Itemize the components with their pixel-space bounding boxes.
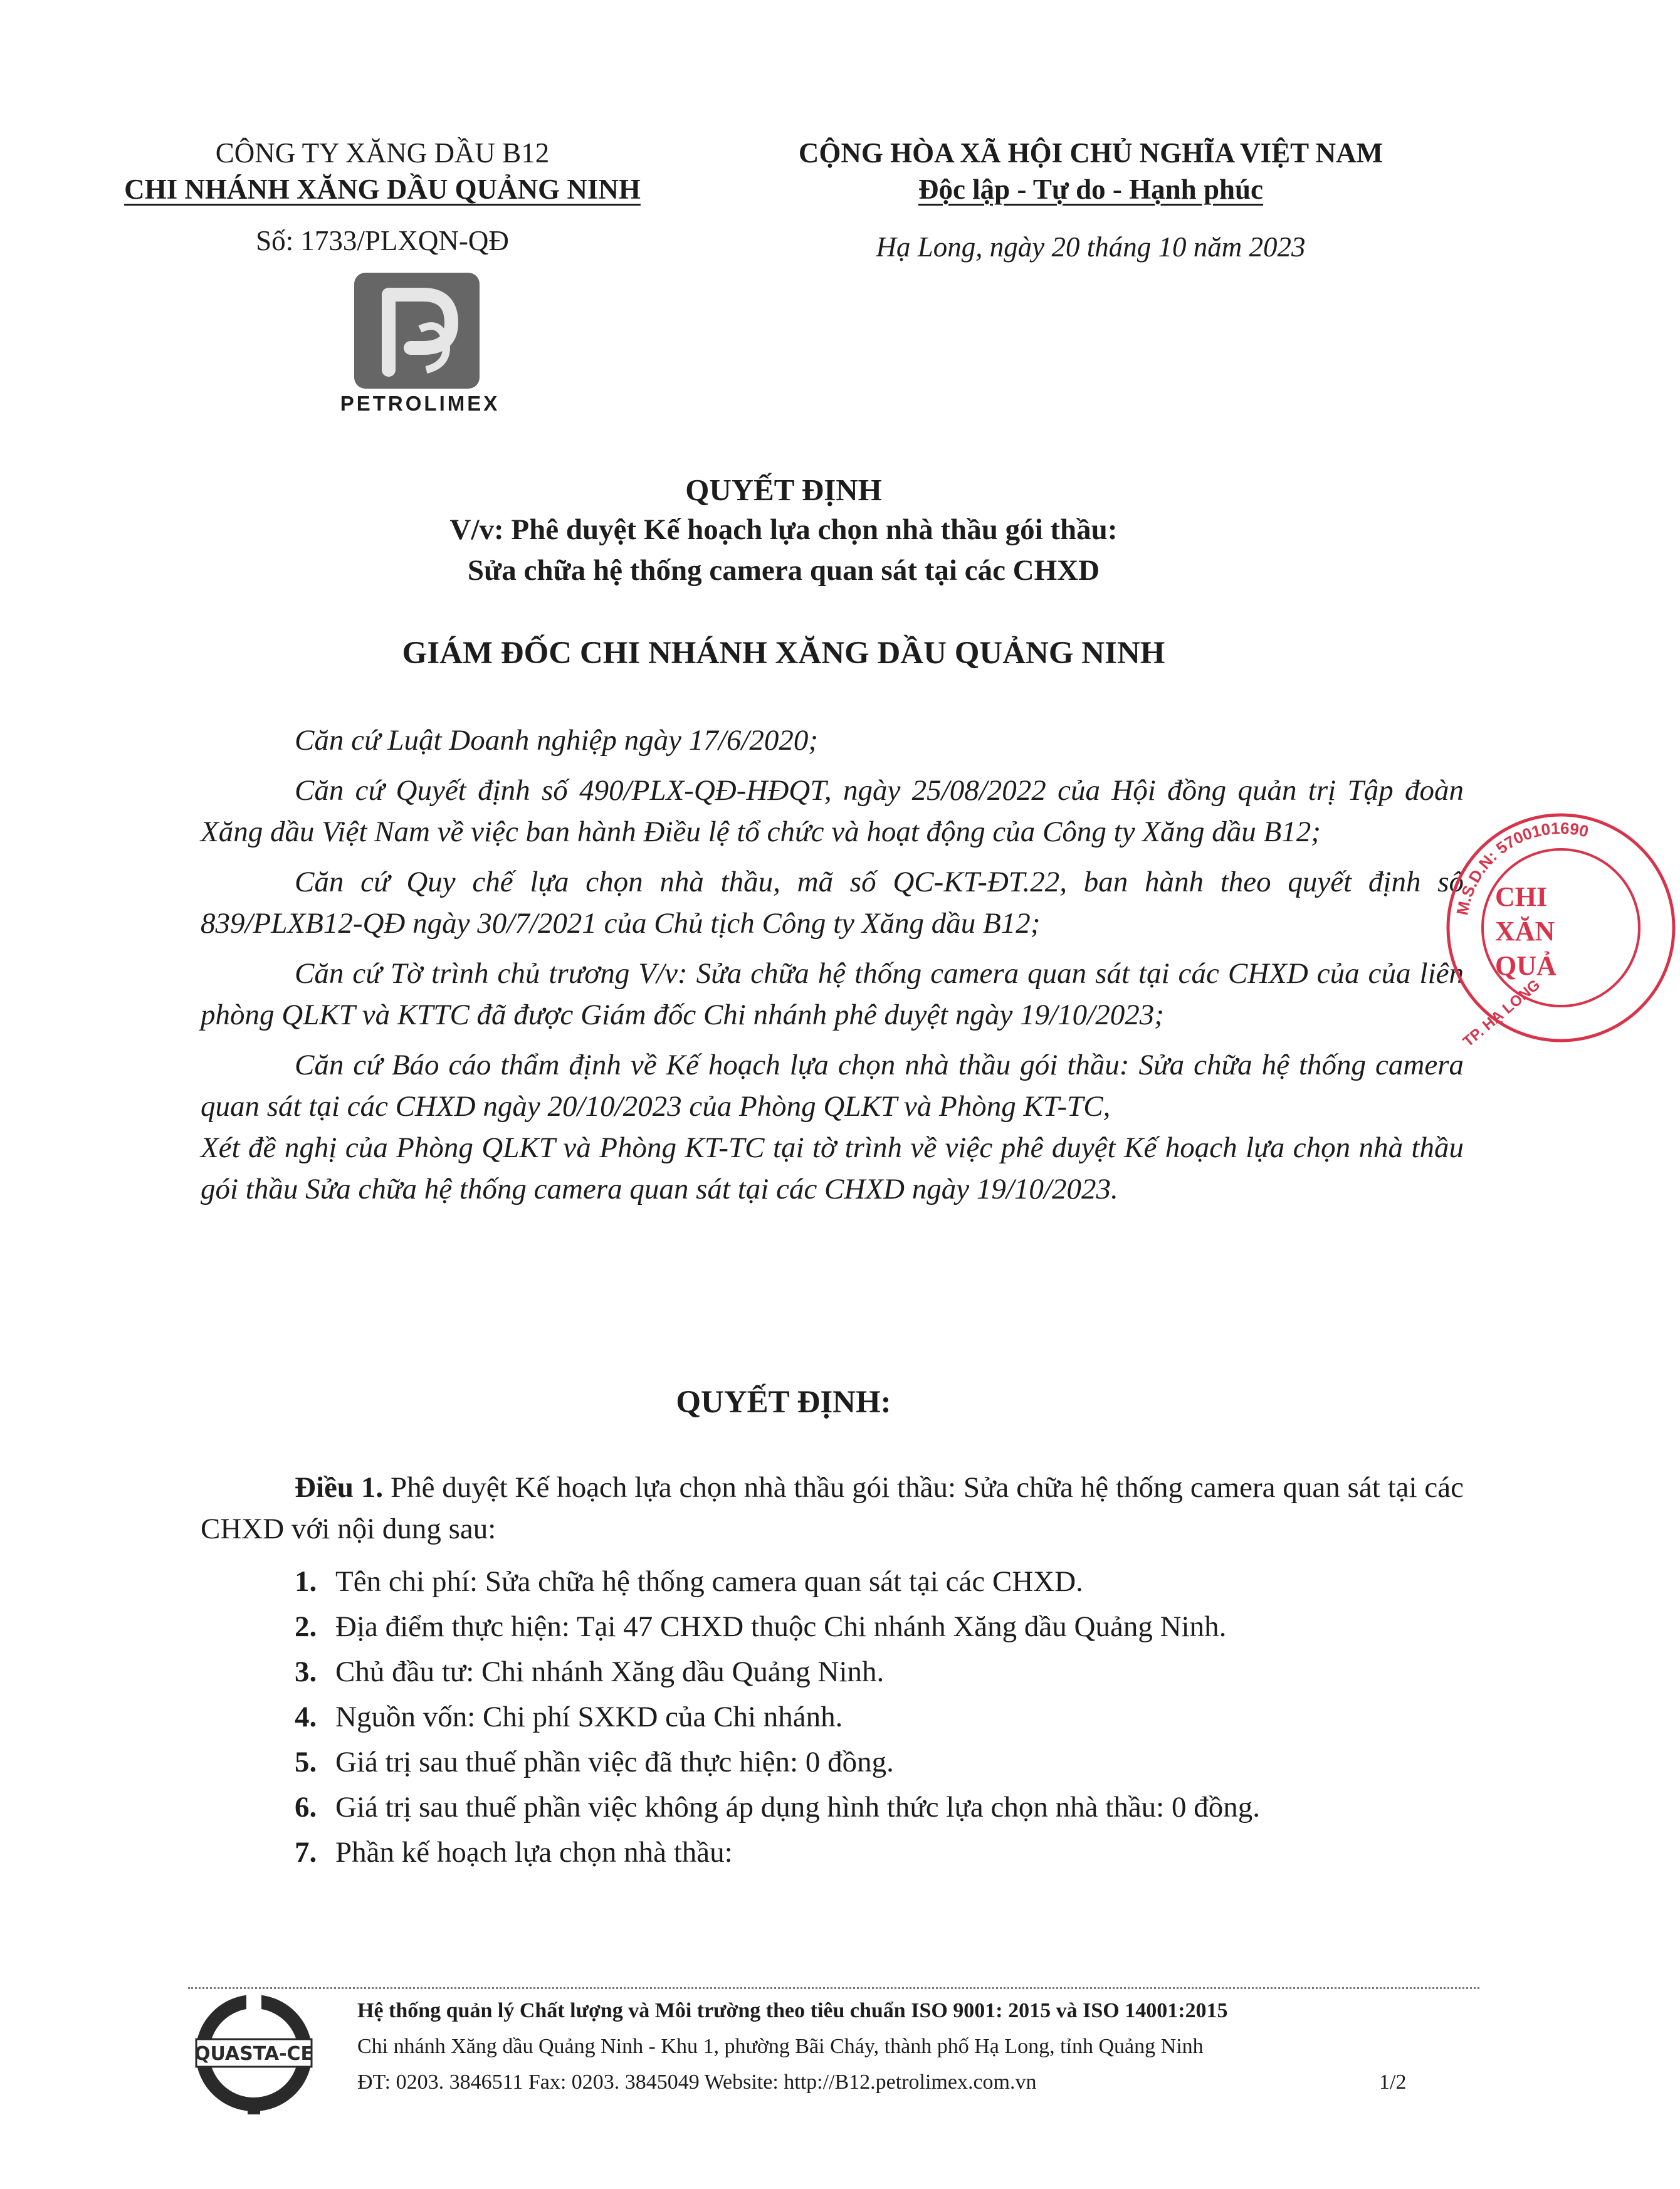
list-item (295, 1741, 1486, 1783)
company-name: CÔNG TY XĂNG DẦU B12 (215, 137, 550, 169)
item-number: 1. (295, 1565, 317, 1598)
quasta-logo (191, 1990, 317, 2119)
authority-heading: GIÁM ĐỐC CHI NHÁNH XĂNG DẦU QUẢNG NINH (402, 636, 1165, 671)
decision-title: QUYẾT ĐỊNH (685, 473, 882, 507)
item-text: Giá trị sau thuế phần việc không áp dụng hình thức lựa chọn nhà thầu: 0 đồng. (335, 1791, 1260, 1824)
basis-paragraph: Căn cứ Luật Doanh nghiệp ngày 17/6/2020; (295, 724, 819, 757)
item-text: Địa điểm thực hiện: Tại 47 CHXD thuộc Chi nhánh Xăng dầu Quảng Ninh. (335, 1610, 1227, 1643)
basis-paragraph: Căn cứ Báo cáo thẩm định về Kế hoạch lựa chọn nhà thầu gói thầu: Sửa chữa hệ thống camera quan sát tại các CHXD ngày 20/10/2023 của Phòng QLKT và Phòng KT-TC, (201, 1049, 1464, 1123)
basis-paragraph: Căn cứ Quyết định số 490/PLX-QĐ-HĐQT, ngày 25/08/2022 của Hội đồng quản trị Tập đoàn Xăng dầu Việt Nam về việc ban hành Điều lệ tổ chức và hoạt động của Công ty Xăng dầu B12; (201, 774, 1464, 848)
article-1 (201, 1467, 1464, 1550)
petrolimex-logo (351, 270, 483, 395)
branch-name-text: CHI NHÁNH XĂNG DẦU QUẢNG NINH (124, 174, 641, 205)
stamp-ring-text: M.S.D.N: 5700101690 (1452, 818, 1591, 917)
quasta-text: QUASTA-CE (194, 2043, 314, 2065)
list-item (295, 1696, 1486, 1738)
basis-paragraph: Căn cứ Tờ trình chủ trương V/v: Sửa chữa hệ thống camera quan sát tại các CHXD của của liên phòng QLKT và KTTC đã được Giám đốc Chi nhánh phê duyệt ngày 19/10/2023; (201, 957, 1464, 1031)
motto (746, 171, 1436, 207)
stamp-bottom-text: TP. HẠ LONG (1459, 976, 1544, 1047)
item-text: Nguồn vốn: Chi phí SXKD của Chi nhánh. (335, 1701, 843, 1733)
subject-line-2: Sửa chữa hệ thống camera quan sát tại các CHXD (467, 554, 1100, 587)
logo-text: PETROLIMEX (340, 392, 500, 415)
place-date: Hạ Long, ngày 20 tháng 10 năm 2023 (876, 231, 1306, 263)
item-number: 3. (295, 1656, 317, 1688)
article-1-label: Điều 1. (295, 1471, 384, 1504)
proposal-paragraph: Xét đề nghị của Phòng QLKT và Phòng KT-TC tại tờ trình về việc phê duyệt Kế hoạch lựa chọn nhà thầu gói thầu Sửa chữa hệ thống camera quan sát tại các CHXD ngày 19/10/2023. (201, 1131, 1464, 1205)
document-number: Số: 1733/PLXQN-QĐ (256, 225, 509, 256)
stamp-line-1: CHI (1495, 881, 1548, 912)
footer-iso-line: Hệ thống quản lý Chất lượng và Môi trường theo tiêu chuẩn ISO 9001: 2015 và ISO 14001:2015 (357, 1999, 1228, 2022)
footer-divider (188, 1987, 1479, 1989)
legal-bases (201, 720, 1464, 1210)
item-number: 4. (295, 1701, 317, 1733)
page-number: 1/2 (1379, 2071, 1407, 2094)
branch-name (100, 171, 664, 207)
item-text: Phần kế hoạch lựa chọn nhà thầu: (335, 1836, 733, 1869)
list-item (295, 1606, 1486, 1647)
footer-contact-line: ĐT: 0203. 3846511 Fax: 0203. 3845049 Website: http://B12.petrolimex.com.vn (357, 2071, 1037, 2094)
item-text: Tên chi phí: Sửa chữa hệ thống camera quan sát tại các CHXD. (335, 1565, 1083, 1598)
stamp-line-2: XĂN (1495, 916, 1555, 947)
subject-line-1: V/v: Phê duyệt Kế hoạch lựa chọn nhà thầu gói thầu: (449, 513, 1118, 546)
list-item (295, 1832, 1486, 1873)
basis-paragraph: Căn cứ Quy chế lựa chọn nhà thầu, mã số QC-KT-ĐT.22, ban hành theo quyết định số 839/PLXB12-QĐ ngày 30/7/2021 của Chủ tịch Công ty Xăng dầu B12; (201, 866, 1464, 940)
motto-text: Độc lập - Tự do - Hạnh phúc (918, 174, 1264, 205)
item-number: 6. (295, 1791, 317, 1824)
list-item (295, 1651, 1486, 1693)
item-text: Chủ đầu tư: Chi nhánh Xăng dầu Quảng Ninh. (335, 1656, 885, 1688)
stamp-line-3: QUẢ (1495, 950, 1557, 981)
country-name: CỘNG HÒA XÃ HỘI CHỦ NGHĨA VIỆT NAM (798, 137, 1383, 169)
footer-address-line: Chi nhánh Xăng dầu Quảng Ninh - Khu 1, phường Bãi Cháy, thành phố Hạ Long, tỉnh Quảng Ninh (357, 2035, 1204, 2058)
item-number: 5. (295, 1746, 317, 1778)
list-item (295, 1561, 1486, 1602)
article-1-text: Phê duyệt Kế hoạch lựa chọn nhà thầu gói thầu: Sửa chữa hệ thống camera quan sát tại các CHXD với nội dung sau: (201, 1471, 1464, 1545)
item-number: 7. (295, 1836, 317, 1869)
list-item (295, 1787, 1486, 1828)
company-stamp (1442, 809, 1680, 1047)
article-1-list (295, 1561, 1486, 1873)
item-number: 2. (295, 1610, 317, 1643)
decision-heading: QUYẾT ĐỊNH: (676, 1385, 891, 1420)
item-text: Giá trị sau thuế phần việc đã thực hiện: 0 đồng. (335, 1746, 894, 1778)
